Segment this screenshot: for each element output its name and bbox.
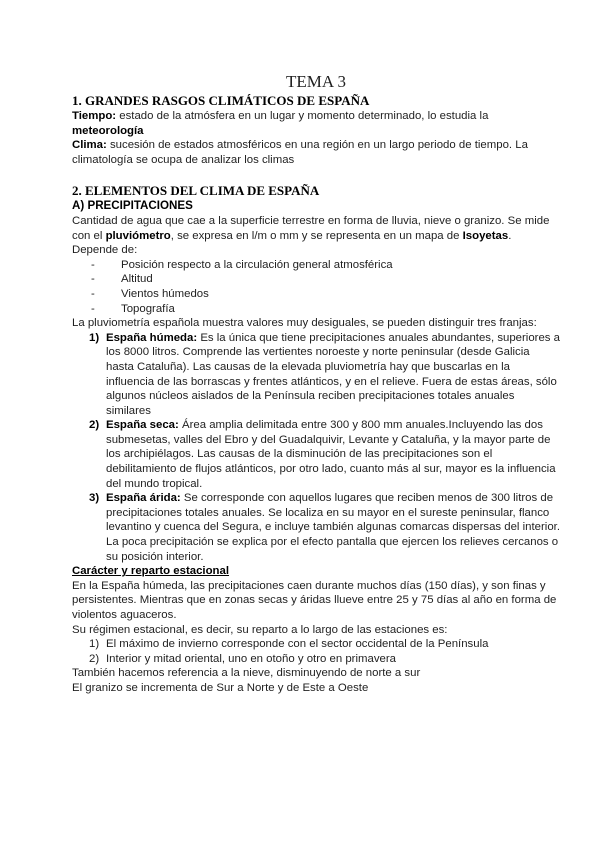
- caracter-heading: Carácter y reparto estacional: [72, 565, 230, 578]
- clima-term: Clima:: [72, 139, 107, 152]
- item-number: 2): [89, 419, 100, 432]
- clima-text: sucesión de estados atmosféricos en una región en un largo periodo de tiempo. La climatología se ocupa de analizar los climas: [72, 139, 528, 166]
- regimen-text: El máximo de invierno corresponde con el sector occidental de la Península: [106, 638, 489, 651]
- regimen-list: [72, 637, 560, 666]
- clima-definition: [72, 138, 560, 167]
- factors-list: [72, 258, 560, 316]
- espana-arida-text: Se corresponde con aquellos lugares que reciben menos de 300 litros de precipitaciones totales anuales. Se localiza en su mayor en el sureste peninsular, flanco levantino y cuenca del Segura, e incluye también algunas comarcas dispersas del interior. La poca precipitación se explica por el efecto pantalla que ejercen los relieves cercanos o su posición interior.: [106, 492, 560, 563]
- nieve-line: También hacemos referencia a la nieve, disminuyendo de norte a sur: [72, 667, 421, 680]
- intro-text-1: Cantidad de agua que cae a la superficie terrestre en forma de lluvia, nieve o granizo. Se mide con el: [72, 214, 550, 242]
- caracter-paragraph: En la España húmeda, las precipitaciones caen durante muchos días (150 días), y son finas y persistentes. Mientras que en zonas secas y áridas llueve entre 25 y 75 días al año en forma de violentos aguaceros.: [72, 579, 557, 621]
- spacer: [72, 167, 560, 183]
- item-number: 3): [89, 492, 100, 505]
- tiempo-text: estado de la atmósfera en un lugar y momento determinado, lo estudia la: [116, 110, 489, 122]
- espana-arida-term: España árida:: [106, 492, 181, 505]
- pluviometro-term: pluviómetro: [105, 229, 171, 242]
- isoyetas-term: Isoyetas: [462, 229, 509, 242]
- item-number: 1): [89, 331, 100, 344]
- tiempo-definition: [72, 109, 560, 138]
- espana-humeda-term: España húmeda:: [106, 331, 198, 344]
- list-item: [89, 652, 560, 667]
- granizo-line: El granizo se incrementa de Sur a Norte y de Este a Oeste: [72, 681, 369, 694]
- intro-text-3: . Depende de:: [72, 229, 512, 257]
- espana-seca-text: Área amplia delimitada entre 300 y 800 mm anuales.Incluyendo las dos submesetas, valles del Ebro y del Guadalquivir, Levante y Cataluña, y la mayor parte de los archipiélagos. Las causas de la disminución de las precipitaciones son el debilitamiento de flujos atlánticos, por otro lado, cuanto más al sur, mayor es la influencia del mundo tropical.: [106, 419, 556, 490]
- list-item: [89, 637, 560, 652]
- list-item: - Vientos húmedos: [91, 287, 560, 302]
- list-item: [89, 491, 560, 564]
- meteorologia-term: meteorología: [72, 124, 144, 137]
- espana-humeda-text: Es la única que tiene precipitaciones anuales abundantes, superiores a los 8000 litros. Comprende las vertientes noroeste y norte peninsular (desde Galicia hasta Cataluña). Las causas de la elevada pluviometría hay que buscarlas en la influencia de las borrascas y frentes atlánticos, y en el relieve. Fuera de estas áreas, sólo algunos núcleos aislados de la Península reciben precipitaciones totales anuales similares: [106, 331, 560, 417]
- page-title: TEMA 3: [286, 72, 346, 91]
- item-number: 2): [89, 652, 100, 665]
- list-item: - Altitud: [91, 272, 560, 287]
- precipitaciones-heading: A) PRECIPITACIONES: [72, 199, 193, 213]
- item-number: 1): [89, 638, 100, 651]
- section-2-heading: 2. ELEMENTOS DEL CLIMA DE ESPAÑA: [72, 183, 320, 199]
- intro-text-2: , se expresa en l/m o mm y se representa en un mapa de: [170, 229, 463, 242]
- regimen-text: Interior y mitad oriental, uno en otoño y otro en primavera: [106, 652, 396, 665]
- precipitaciones-intro: [72, 214, 560, 258]
- regimen-intro: Su régimen estacional, es decir, su reparto a lo largo de las estaciones es:: [72, 623, 448, 636]
- list-item: [89, 418, 560, 491]
- section-1-heading: 1. GRANDES RASGOS CLIMÁTICOS DE ESPAÑA: [72, 93, 370, 108]
- list-item: [89, 331, 560, 419]
- list-item: - Posición respecto a la circulación general atmosférica: [91, 258, 560, 273]
- franjas-intro: La pluviometría española muestra valores muy desiguales, se pueden distinguir tres franjas:: [72, 317, 537, 330]
- franjas-list: [72, 331, 560, 565]
- espana-seca-term: España seca:: [106, 419, 179, 432]
- tiempo-term: Tiempo:: [72, 110, 117, 122]
- list-item: - Topografía: [91, 302, 560, 317]
